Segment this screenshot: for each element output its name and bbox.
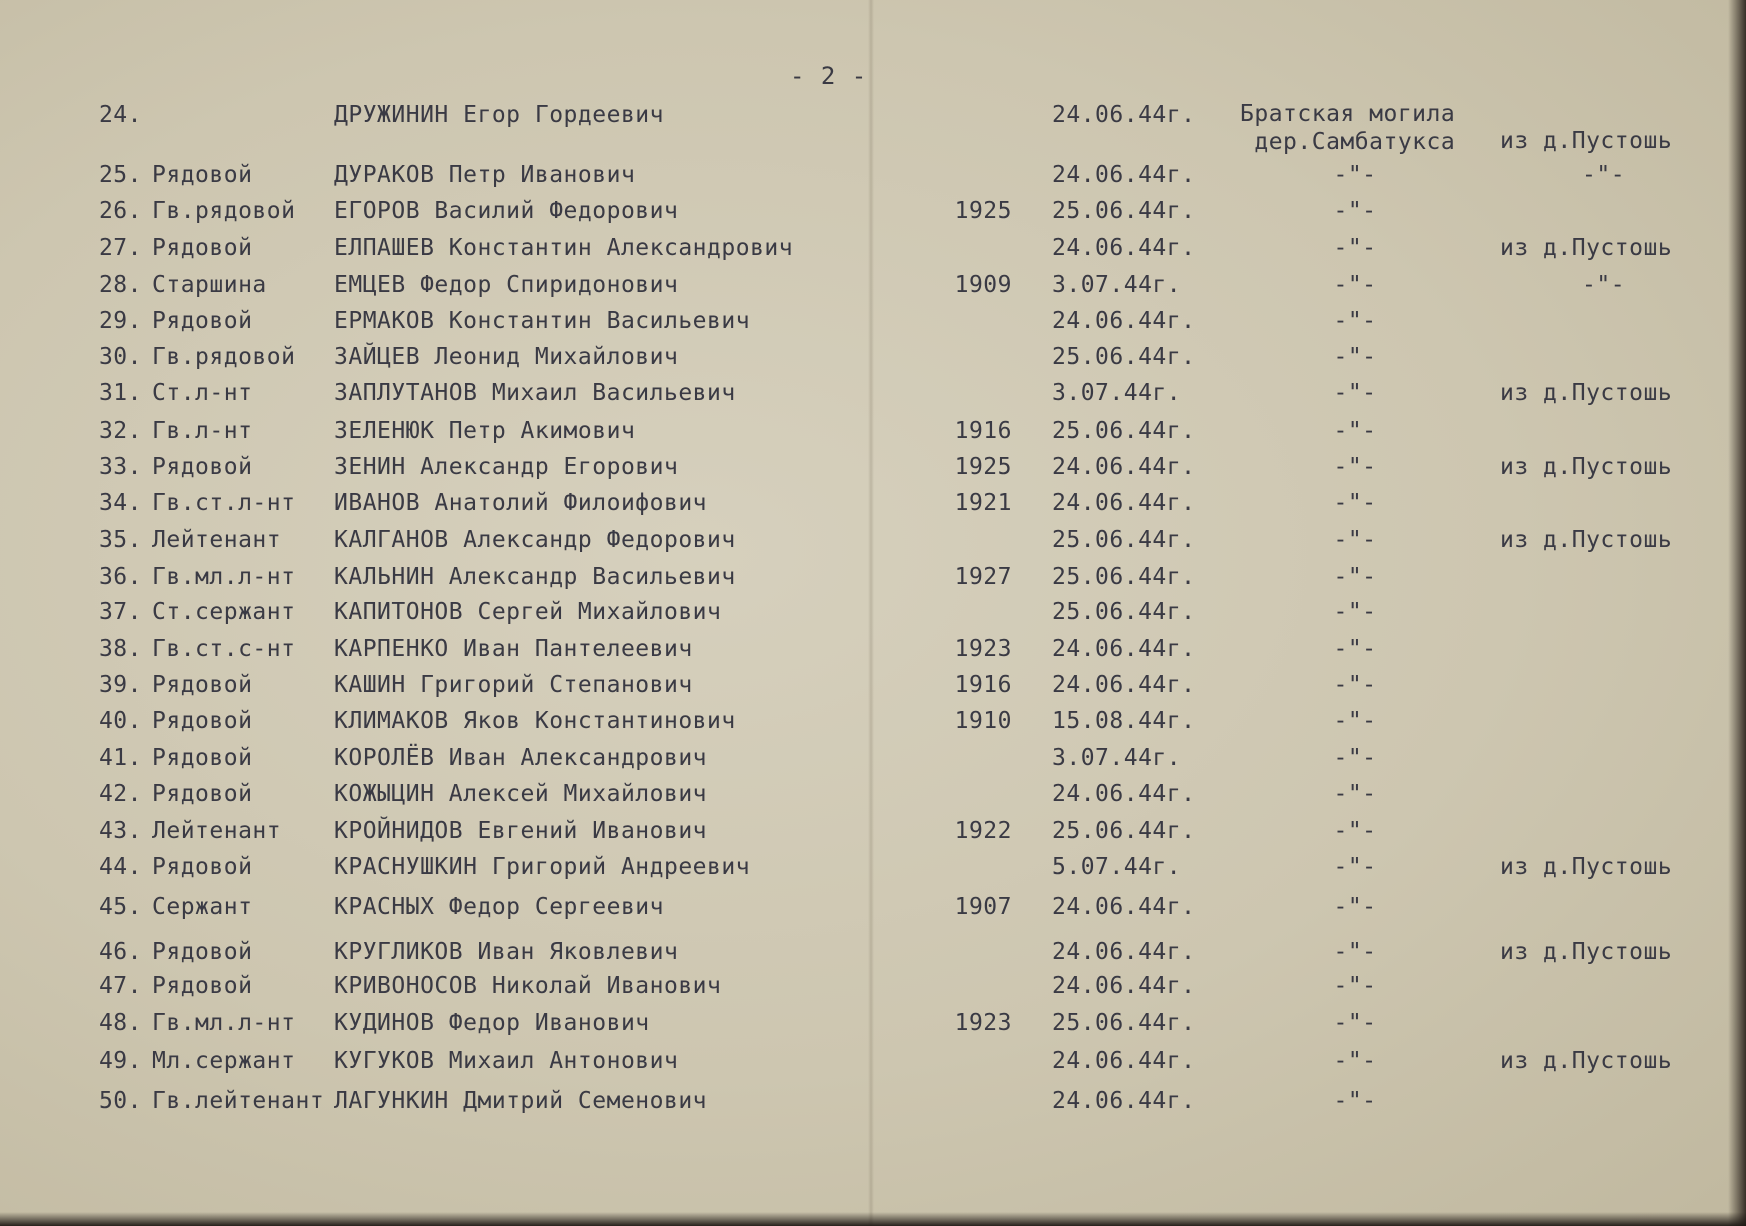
row-death-date: 24.06.44г. <box>1052 490 1196 516</box>
row-death-date: 25.06.44г. <box>1052 1010 1196 1036</box>
row-rank: Рядовой <box>152 162 253 188</box>
table-row <box>0 971 1746 1003</box>
row-burial-place: -"- <box>1333 781 1377 807</box>
table-row <box>0 816 1746 848</box>
table-row <box>0 196 1746 228</box>
row-birth-year: 1923 <box>954 1010 1012 1036</box>
row-number: 47. <box>98 973 142 999</box>
row-death-date: 24.06.44г. <box>1052 672 1196 698</box>
row-burial-place: -"- <box>1333 272 1377 298</box>
row-birth-year: 1925 <box>954 198 1012 224</box>
table-row <box>0 1046 1746 1078</box>
row-burial-place: -"- <box>1333 564 1377 590</box>
table-row <box>0 342 1746 374</box>
row-rank: Рядовой <box>152 672 253 698</box>
table-row <box>0 378 1746 410</box>
table-row <box>0 525 1746 557</box>
table-row <box>0 416 1746 448</box>
row-rank: Гв.мл.л-нт <box>152 564 296 590</box>
row-rank: Гв.ст.с-нт <box>152 636 296 662</box>
table-row <box>0 743 1746 775</box>
row-death-date: 24.06.44г. <box>1052 973 1196 999</box>
row-death-date: 24.06.44г. <box>1052 1048 1196 1074</box>
row-name: КУДИНОВ Федор Иванович <box>334 1010 650 1036</box>
row-number: 40. <box>98 708 142 734</box>
burial-header-line1: Братская могила <box>1240 101 1456 127</box>
row-name: ЗЕЛЕНЮК Петр Акимович <box>334 418 636 444</box>
row-number: 26. <box>98 198 142 224</box>
row-burial-place: -"- <box>1333 973 1377 999</box>
row-number: 41. <box>98 745 142 771</box>
row-origin: из д.Пустошь <box>1500 854 1673 880</box>
row-rank: Гв.ст.л-нт <box>152 490 296 516</box>
row-birth-year: 1910 <box>954 708 1012 734</box>
row-rank: Старшина <box>152 272 267 298</box>
row-name: ЗАПЛУТАНОВ Михаил Васильевич <box>334 380 736 406</box>
row-number: 37. <box>98 599 142 625</box>
row-origin: из д.Пустошь <box>1500 235 1673 261</box>
row-burial-place: -"- <box>1333 162 1377 188</box>
row-burial-place: -"- <box>1333 454 1377 480</box>
table-row <box>0 779 1746 811</box>
row-rank: Рядовой <box>152 235 253 261</box>
row-number: 48. <box>98 1010 142 1036</box>
row-rank: Ст.л-нт <box>152 380 253 406</box>
row-burial-place: -"- <box>1333 198 1377 224</box>
row-death-date: 24.06.44г. <box>1052 636 1196 662</box>
row-burial-place: -"- <box>1333 672 1377 698</box>
row-number: 34. <box>98 490 142 516</box>
row-burial-place: -"- <box>1333 380 1377 406</box>
row-burial-place: -"- <box>1333 745 1377 771</box>
table-row <box>0 892 1746 924</box>
row-death-date: 3.07.44г. <box>1052 745 1182 771</box>
row-origin: из д.Пустошь <box>1500 939 1673 965</box>
row-birth-year: 1907 <box>954 894 1012 920</box>
row-death-date: 25.06.44г. <box>1052 198 1196 224</box>
row-name: КОЖЫЦИН Алексей Михайлович <box>334 781 708 807</box>
row-rank: Рядовой <box>152 308 253 334</box>
row-name: ДРУЖИНИН Егор Гордеевич <box>334 102 664 128</box>
row-death-date: 25.06.44г. <box>1052 564 1196 590</box>
row-rank: Гв.л-нт <box>152 418 253 444</box>
row-origin: из д.Пустошь <box>1500 454 1673 480</box>
row-name: ЕГОРОВ Василий Федорович <box>334 198 679 224</box>
row-death-date: 3.07.44г. <box>1052 380 1182 406</box>
row-birth-year: 1927 <box>954 564 1012 590</box>
row-death-date: 24.06.44г. <box>1052 162 1196 188</box>
row-rank: Рядовой <box>152 854 253 880</box>
row-number: 25. <box>98 162 142 188</box>
row-origin: из д.Пустошь <box>1500 1048 1673 1074</box>
row-name: КРОЙНИДОВ Евгений Иванович <box>334 818 708 844</box>
row-burial-place: -"- <box>1333 599 1377 625</box>
row-death-date: 24.06.44г. <box>1052 894 1196 920</box>
row-number: 42. <box>98 781 142 807</box>
row-burial-place: -"- <box>1333 344 1377 370</box>
table-row <box>0 488 1746 520</box>
row-death-date: 25.06.44г. <box>1052 344 1196 370</box>
row-death-date: 25.06.44г. <box>1052 818 1196 844</box>
row-death-date: 25.06.44г. <box>1052 599 1196 625</box>
row-birth-year: 1909 <box>954 272 1012 298</box>
row-death-date: 24.06.44г. <box>1052 102 1196 128</box>
row-number: 33. <box>98 454 142 480</box>
page-number: - 2 - <box>790 62 868 90</box>
row-name: ДУРАКОВ Петр Иванович <box>334 162 636 188</box>
row-number: 29. <box>98 308 142 334</box>
row-death-date: 3.07.44г. <box>1052 272 1182 298</box>
burial-header-line2: дер.Самбатукса <box>1254 129 1456 155</box>
row-burial-place: -"- <box>1333 308 1377 334</box>
row-burial-place: -"- <box>1333 818 1377 844</box>
row-burial-place: -"- <box>1333 939 1377 965</box>
row-birth-year: 1925 <box>954 454 1012 480</box>
row-name: ЕЛПАШЕВ Константин Александрович <box>334 235 794 261</box>
table-row <box>0 160 1746 192</box>
paper-edge-right <box>1728 0 1746 1226</box>
row-rank: Лейтенант <box>152 527 282 553</box>
row-name: ЗЕНИН Александр Егорович <box>334 454 679 480</box>
row-rank: Гв.лейтенант <box>152 1088 325 1114</box>
row-death-date: 25.06.44г. <box>1052 418 1196 444</box>
row-number: 35. <box>98 527 142 553</box>
row-number: 49. <box>98 1048 142 1074</box>
table-row <box>0 452 1746 484</box>
row-death-date: 24.06.44г. <box>1052 1088 1196 1114</box>
row-death-date: 25.06.44г. <box>1052 527 1196 553</box>
table-row <box>0 1086 1746 1118</box>
row-burial-place: -"- <box>1333 490 1377 516</box>
row-rank: Рядовой <box>152 973 253 999</box>
table-row <box>0 270 1746 302</box>
table-row <box>0 306 1746 338</box>
row-burial-place: -"- <box>1333 708 1377 734</box>
row-name: КАЛГАНОВ Александр Федорович <box>334 527 736 553</box>
row-number: 44. <box>98 854 142 880</box>
row-rank: Сержант <box>152 894 253 920</box>
row-name: КУГУКОВ Михаил Антонович <box>334 1048 679 1074</box>
row-birth-year: 1922 <box>954 818 1012 844</box>
table-row <box>0 233 1746 265</box>
row-number: 28. <box>98 272 142 298</box>
row-number: 50. <box>98 1088 142 1114</box>
row-origin: -"- <box>1582 272 1626 298</box>
row-rank: Ст.сержант <box>152 599 296 625</box>
row-burial-place: -"- <box>1333 636 1377 662</box>
row-burial-place: -"- <box>1333 1010 1377 1036</box>
row-origin: из д.Пустошь <box>1500 527 1673 553</box>
row-number: 27. <box>98 235 142 261</box>
paper-edge-bottom <box>0 1212 1746 1226</box>
table-row <box>0 634 1746 666</box>
row-number: 36. <box>98 564 142 590</box>
row-rank: Лейтенант <box>152 818 282 844</box>
row-name: ЕРМАКОВ Константин Васильевич <box>334 308 751 334</box>
row-number: 31. <box>98 380 142 406</box>
row-burial-place: -"- <box>1333 527 1377 553</box>
row-number: 43. <box>98 818 142 844</box>
row-name: КОРОЛЁВ Иван Александрович <box>334 745 708 771</box>
table-row <box>0 562 1746 594</box>
row-origin: из д.Пустошь <box>1500 128 1673 154</box>
row-name: ЛАГУНКИН Дмитрий Семенович <box>334 1088 708 1114</box>
row-name: КРУГЛИКОВ Иван Яковлевич <box>334 939 679 965</box>
row-birth-year: 1921 <box>954 490 1012 516</box>
row-rank: Рядовой <box>152 939 253 965</box>
row-death-date: 24.06.44г. <box>1052 308 1196 334</box>
row-burial-place: -"- <box>1333 854 1377 880</box>
row-birth-year: 1916 <box>954 672 1012 698</box>
table-row <box>0 1008 1746 1040</box>
row-origin: -"- <box>1582 162 1626 188</box>
row-name: КРИВОНОСОВ Николай Иванович <box>334 973 722 999</box>
row-name: КАПИТОНОВ Сергей Михайлович <box>334 599 722 625</box>
row-number: 38. <box>98 636 142 662</box>
row-name: ИВАНОВ Анатолий Филоифович <box>334 490 708 516</box>
row-rank: Гв.рядовой <box>152 198 296 224</box>
row-name: КАРПЕНКО Иван Пантелеевич <box>334 636 693 662</box>
row-burial-place: -"- <box>1333 1048 1377 1074</box>
row-rank: Мл.сержант <box>152 1048 296 1074</box>
row-burial-place: -"- <box>1333 235 1377 261</box>
row-name: ЕМЦЕВ Федор Спиридонович <box>334 272 679 298</box>
table-row <box>0 852 1746 884</box>
row-number: 32. <box>98 418 142 444</box>
row-name: КАШИН Григорий Степанович <box>334 672 693 698</box>
row-number: 46. <box>98 939 142 965</box>
row-death-date: 24.06.44г. <box>1052 939 1196 965</box>
row-number: 30. <box>98 344 142 370</box>
row-name: КЛИМАКОВ Яков Константинович <box>334 708 736 734</box>
row-rank: Гв.мл.л-нт <box>152 1010 296 1036</box>
row-name: КРАСНЫХ Федор Сергеевич <box>334 894 664 920</box>
row-burial-place: -"- <box>1333 1088 1377 1114</box>
row-number: 39. <box>98 672 142 698</box>
row-death-date: 24.06.44г. <box>1052 235 1196 261</box>
row-birth-year: 1916 <box>954 418 1012 444</box>
row-death-date: 15.08.44г. <box>1052 708 1196 734</box>
row-death-date: 24.06.44г. <box>1052 781 1196 807</box>
row-death-date: 5.07.44г. <box>1052 854 1182 880</box>
row-rank: Рядовой <box>152 454 253 480</box>
row-rank: Рядовой <box>152 781 253 807</box>
row-origin: из д.Пустошь <box>1500 380 1673 406</box>
row-rank: Рядовой <box>152 708 253 734</box>
row-birth-year: 1923 <box>954 636 1012 662</box>
row-burial-place: -"- <box>1333 894 1377 920</box>
table-row <box>0 706 1746 738</box>
row-rank: Рядовой <box>152 745 253 771</box>
table-row <box>0 937 1746 969</box>
row-death-date: 24.06.44г. <box>1052 454 1196 480</box>
table-row <box>0 670 1746 702</box>
row-name: КРАСНУШКИН Григорий Андреевич <box>334 854 751 880</box>
table-row <box>0 597 1746 629</box>
row-name: ЗАЙЦЕВ Леонид Михайлович <box>334 344 679 370</box>
row-burial-place: -"- <box>1333 418 1377 444</box>
row-number: 45. <box>98 894 142 920</box>
row-number: 24. <box>98 102 142 128</box>
row-rank: Гв.рядовой <box>152 344 296 370</box>
row-name: КАЛЬНИН Александр Васильевич <box>334 564 736 590</box>
